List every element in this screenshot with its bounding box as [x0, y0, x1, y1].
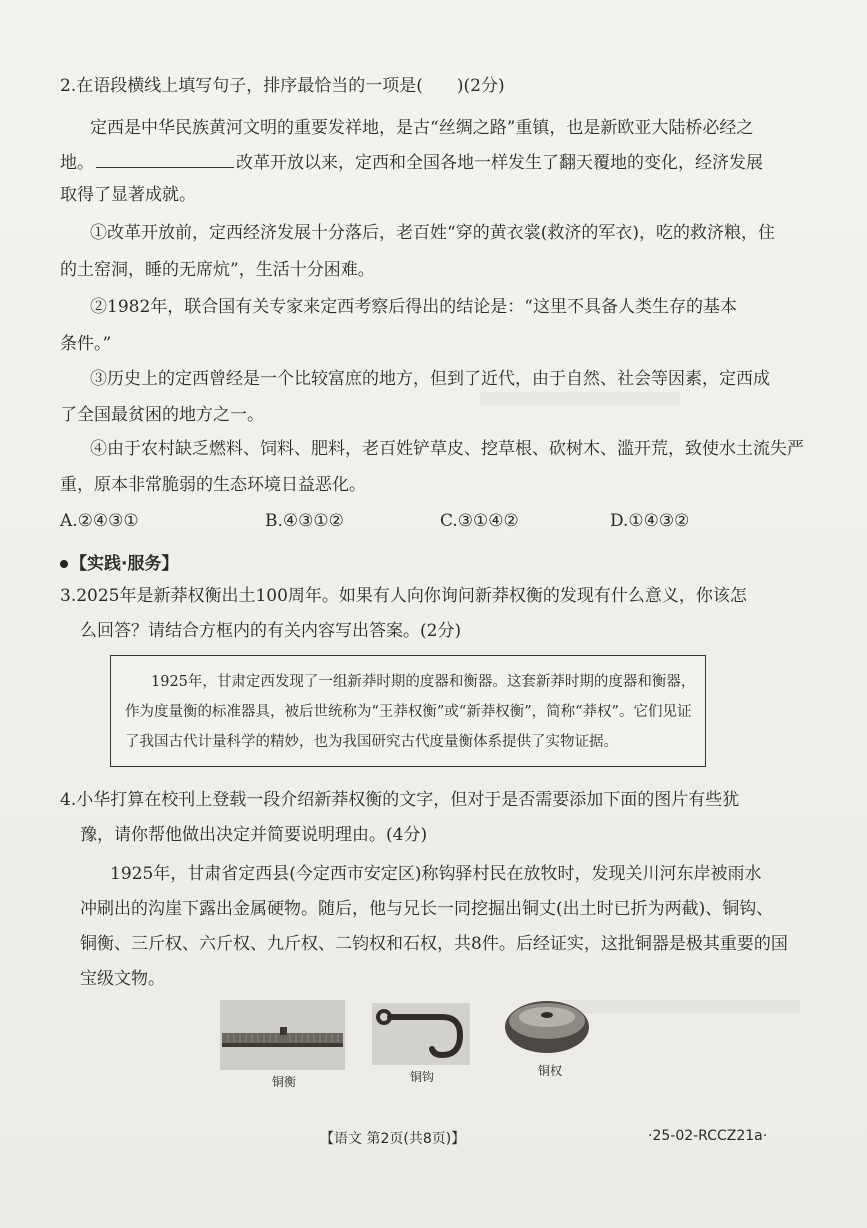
q2-sentence-4: 重，原本非常脆弱的生态环境日益恶化。: [60, 475, 366, 495]
option-d[interactable]: D.①④③②: [610, 511, 690, 531]
bleed-through-shadow: [560, 1000, 800, 1014]
bronze-hook-image: [372, 1003, 470, 1065]
q2-passage-line: [60, 152, 763, 174]
q2-sentence-1: ①改革开放前，定西经济发展十分落后，老百姓“穿的黄衣裳(救济的军衣)，吃的救济粮，住: [90, 223, 775, 243]
option-b[interactable]: B.④③①②: [265, 511, 344, 531]
q2-sentence-2: 条件。”: [60, 334, 112, 354]
box-line: 1925年，甘肃定西发现了一组新莽时期的度器和衡器。这套新莽时期的度器和衡器，: [151, 674, 696, 690]
bronze-beam-image: [220, 1000, 345, 1070]
box-line: 了我国古代计量科学的精妙，也为我国研究古代度量衡体系提供了实物证据。: [125, 734, 618, 750]
bleed-through-shadow: [480, 392, 680, 406]
q2-sentence-4: ④由于农村缺乏燃料、饲料、肥料，老百姓铲草皮、挖草根、砍树木、滥开荒，致使水土流失严: [90, 439, 804, 459]
q2-sentence-3: 了全国最贫困的地方之一。: [60, 405, 264, 425]
q3-stem: 么回答？请结合方框内的有关内容写出答案。(2分): [80, 621, 462, 641]
q2-stem-score: )(2分): [456, 76, 505, 96]
q2-sentence-2: ②1982年，联合国有关专家来定西考察后得出的结论是：“这里不具备人类生存的基本: [90, 297, 737, 317]
q2-passage-text: 改革开放以来，定西和全国各地一样发生了翻天覆地的变化，经济发展: [236, 153, 763, 173]
photo-caption-beam: 铜衡: [272, 1075, 297, 1089]
q3-stem: 3.2025年是新莽权衡出土100周年。如果有人向你询问新莽权衡的发现有什么意义，你该怎: [60, 586, 747, 606]
q4-passage-line: 1925年，甘肃省定西县(今定西市安定区)称钩驿村民在放牧时，发现关川河东岸被雨水: [110, 864, 762, 884]
q2-stem: [60, 75, 505, 97]
option-a[interactable]: A.②④③①: [60, 511, 139, 531]
section-header: [60, 549, 178, 574]
bullet-icon: [60, 560, 68, 568]
q2-sentence-1: 的土窑洞，睡的无席炕”，生活十分困难。: [60, 260, 375, 280]
fill-blank-line[interactable]: [96, 153, 234, 168]
q3-material-box: [110, 655, 706, 767]
q4-passage-line: 宝级文物。: [80, 969, 165, 989]
q2-sentence-3: ③历史上的定西曾经是一个比较富庶的地方，但到了近代，由于自然、社会等因素，定西成: [90, 369, 770, 389]
option-c[interactable]: C.③①④②: [440, 511, 519, 531]
photo-caption-hook: 铜钩: [410, 1070, 435, 1084]
photo-caption-weight: 铜权: [538, 1064, 563, 1078]
q4-stem: 豫，请你帮他做出决定并简要说明理由。(4分): [80, 825, 428, 845]
q4-passage-line: 冲刷出的沟崖下露出金属硬物。随后，他与兄长一同挖掘出铜丈(出土时已折为两截)、铜钩、: [80, 899, 774, 919]
box-line: 作为度量衡的标准器具，被后世统称为“王莽权衡”或“新莽权衡”，简称“莽权”。它们见证: [125, 704, 692, 720]
q4-stem: 4.小华打算在校刊上登载一段介绍新莽权衡的文字，但对于是否需要添加下面的图片有些犹: [60, 790, 740, 810]
bronze-weight-photo: [503, 993, 591, 1057]
q2-passage-line: 取得了显著成就。: [60, 185, 196, 205]
page-footer-center: 【语文 第2页(共8页)】: [320, 1131, 466, 1147]
q4-passage-line: 铜衡、三斤权、六斤权、九斤权、二钧权和石权，共8件。后经证实，这批铜器是极其重要的国: [80, 934, 788, 954]
q2-passage-line: 定西是中华民族黄河文明的重要发祥地，是古“丝绸之路”重镇，也是新欧亚大陆桥必经之: [90, 118, 754, 138]
page-footer-right: ·25-02-RCCZ21a·: [648, 1128, 768, 1144]
bronze-beam-photo: [220, 1000, 345, 1070]
section-title: 【实践·服务】: [70, 554, 179, 574]
bronze-hook-photo: [372, 1003, 470, 1065]
q2-passage-text: 地。: [60, 153, 94, 173]
q2-stem-text: 2.在语段横线上填写句子，排序最恰当的一项是(: [60, 76, 423, 96]
bronze-weight-image: [503, 993, 591, 1057]
